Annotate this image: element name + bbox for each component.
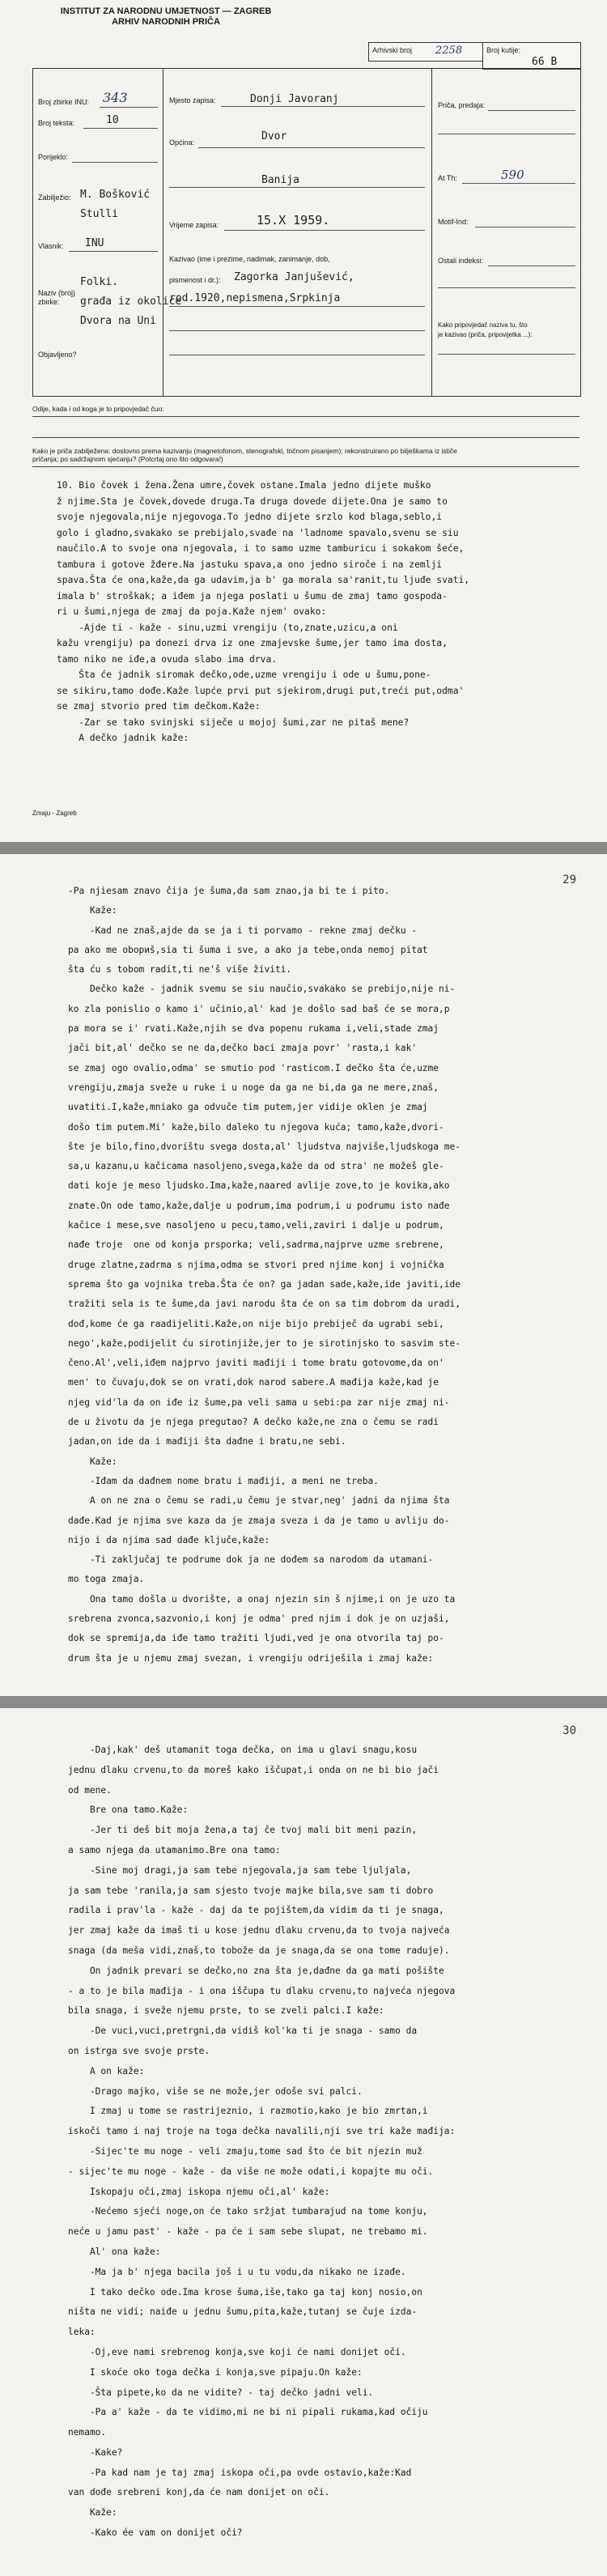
- place-label: Mjesto zapisa:: [169, 96, 216, 104]
- place-line: [221, 106, 425, 107]
- text-line: -Sine moj dragi,ja sam tebe njegovala,ja sam tebe ljuljala,: [68, 1864, 412, 1876]
- text-line: -Jer ti deš bit moja žena,a taj če tvoj mali bit meni pazin,: [68, 1825, 418, 1836]
- text-line: leka:: [68, 2327, 96, 2338]
- collection-number-line: [100, 107, 158, 108]
- text-line: se sikiru,tamo dođe.Kaže lupće prvi put sjekirom,drugi put,treći put,odma': [57, 685, 465, 696]
- text-line: dođ,kome će ga raadijeliti.Kaže,on nije bijo prebiječ da ugrabi sebi,: [68, 1318, 444, 1329]
- text-line: nijo i da njima sad dađe ključe,kaže:: [68, 1534, 270, 1545]
- text-line: spremа što ga vojnika treba.Šta će on? ga jadan sade,kaže,ide javiti,ide: [68, 1278, 461, 1290]
- text-line: -Zar se tako svinjski siječe u mojoj šumi,zar ne pitaš mene?: [57, 716, 410, 728]
- text-line: - sijec'te mu noge - kaže - da više ne može odati,i kopajte mu oči.: [68, 2166, 434, 2177]
- text-line: A on kaže:: [68, 2065, 145, 2077]
- text-line: čeno.Al',veli,iđem najprvo javiti mađiji i tome bratu gotovome,da on': [68, 1358, 444, 1369]
- collection-title-label: Naziv (broj) zbirke:: [38, 289, 76, 306]
- municipality-line: [198, 147, 425, 148]
- published-label: Objavljeno?: [38, 351, 77, 359]
- text-line: ri u šumi,njega de zmaj da poja.Kaže njem' ovako:: [57, 606, 327, 617]
- text-line: bila snaga, i sveže njemu prste, to se zveli palci.I kaže:: [68, 2005, 384, 2017]
- archive-number-label: Arhivski broj: [372, 46, 413, 54]
- text-line: jači bit,al' dečko se ne da,dečko baci zmaja povr' 'rasta,i kak': [68, 1043, 418, 1054]
- motif-index-label: Motif-Ind:: [438, 218, 469, 226]
- text-line: A dečko jadnik kaže:: [57, 733, 189, 743]
- archive-number-box: [368, 42, 483, 62]
- text-line: nemamo.: [68, 2427, 107, 2438]
- text-number-line: [83, 128, 158, 129]
- text-line: se zmaj stvorio pred tim dečkom.Kaže:: [57, 701, 261, 712]
- text-line: uvatiti.I,kaže,mniako ga odvuče tim putem,jer vidije oklen je zmaj: [68, 1102, 428, 1113]
- text-line: -Pa njiesam znavo čija je šuma,da sam znao,ja bi te i pito.: [68, 886, 390, 896]
- text-line: mo toga zmaja.: [68, 1574, 145, 1585]
- page-1: [0, 0, 607, 842]
- text-line: nego',kaže,podijelit ću sirotinjiže,jer to je sirotinjsko to sasvim ste-: [68, 1337, 461, 1349]
- narrator-label-1: Kazivao (ime i prezime, nadimak, zanimanje, dob,: [169, 255, 330, 263]
- box-number-box: [482, 42, 581, 70]
- text-line: njeg vid'la da on iđe iz šume,pa veli sama u sebi:pa zar nije zmaj ni-: [68, 1396, 450, 1408]
- text-line: - a to je bila mađija - i ona iščupa tu dlaku crvenu,to najveća njegova: [68, 1985, 456, 1996]
- text-line: ko zla ponislio o kamo i' učinio,al' kad je došlo sad baš će se mora,p: [68, 1003, 450, 1014]
- text-line: Iskopaju oči,zmaj iskopa njemu oči,al' kaže:: [68, 2186, 330, 2197]
- text-line: Al' ona kaže:: [68, 2246, 161, 2257]
- text-line: kačice i mese,sve nasoljeno u pecu,tamo,veli,zaviri i dalje u podrum,: [68, 1220, 444, 1231]
- text-line: šte je bilo,fino,dvorištu svega dosta,al' ljudstva najviše,ljudskoga me-: [68, 1141, 461, 1152]
- text-line: kažu vrengiju) pa donezi drva iz one zmajevske šume,jer tamo ima dosta,: [57, 638, 448, 648]
- region-line: [169, 187, 425, 188]
- text-line: pa morа se i' rvati.Kaže,njih se dva popenu rukama i,veli,stade zmaj: [68, 1023, 439, 1035]
- other-index-line-2: [438, 287, 575, 288]
- text-line: tamo niko ne iđe,a ovuda slabo ima drva.: [57, 653, 278, 665]
- text-line: Šta će jadnik siromak dečko,ode,uzme vrengiju i ode u šumu,pone-: [57, 670, 431, 680]
- text-line: a samo njega da utamanimo.Bre ona tamo:: [68, 1844, 281, 1855]
- text-line: Ona tamo došla u dvorište, a onaj njezin sin š njime,i on je uzo ta: [68, 1593, 456, 1605]
- owner-line: [69, 251, 158, 252]
- narrator-line-2: [169, 330, 425, 331]
- narrator-value-2: rod.1920,nepismena,Srpkinja: [169, 292, 341, 304]
- text-line: de u životu da je njega pregutao? A dečko kaže,ne zna o čemu se radi: [68, 1417, 439, 1428]
- story-type-label: Priča, predaja:: [438, 101, 486, 109]
- text-line: ja sam tebe 'ranila,ja sam sjesto tvoje majke bila,sve sam ti dobro: [68, 1885, 434, 1896]
- text-line: radila i prav'la - kaže - daj da te pojištem,da vidim da ti je snaga,: [68, 1905, 444, 1916]
- text-line: -De vuci,vuci,pretrgni,da vidiš kol'ka ti je snaga - samo da: [68, 2026, 418, 2037]
- text-line: -Šta pipete,ko da ne vidite? - taj dečko jadni veli.: [68, 2387, 374, 2398]
- text-line: dati koje je meso ljudsko.Ima,kaže,naared avlije zove,to je kovika,ako: [68, 1180, 450, 1192]
- region-value: Banija: [261, 174, 299, 186]
- narrator-term-line: [438, 354, 575, 355]
- at-index-label: At Th:: [438, 174, 457, 182]
- text-line: -Iđam da dađnem nome bratu i mađiji, a meni ne treba.: [68, 1475, 379, 1486]
- recording-method-note-2: pričanja; po sadržajnom sjećanju? (Potcrtaj ono što odgovara!): [32, 455, 223, 463]
- text-line: drum šta je u njemu zmaj svezan, i vrengiju odriješila i zmaj kaže:: [68, 1652, 434, 1664]
- text-line: golo i gladno,svakako se prebijalo,svađe na 'ladnome spavalo,svenu se siu: [57, 527, 459, 538]
- at-index-line: [462, 183, 575, 184]
- text-line: došo tim putem.Mi' kaže,bilo daleko tu njegova kuća; tamo,kaže,dvori-: [68, 1121, 444, 1133]
- text-line: ž njime.Sta je čovek,dovede druga.Ta druga dovede dijete.Ona je samo to: [57, 495, 448, 507]
- box-number-value: 66 B: [532, 56, 558, 68]
- text-line: van dođe srebreni konj,da će nam donijet on oči.: [68, 2487, 330, 2498]
- page-3: [0, 1708, 607, 2576]
- text-line: naučilo.A to svoje ona njegovala, i to samo uzme tamburicu i sokakom šeće,: [57, 543, 465, 554]
- text-line: srebrena zvonca,sazvonio,i konj je odma' pred njim i dok je on uzjaši,: [68, 1613, 450, 1624]
- text-line: ništa ne vidi; naiđe u jednu šumu,pita,kaže,tutanj se čuje izda-: [68, 2306, 418, 2318]
- narrator-term-note-2: je kazivao (priča, pripovijetka ...):: [438, 331, 533, 338]
- collection-title-value-1: Folki.: [80, 276, 118, 288]
- text-line: tražiti sela is te šume,da javi narodu šta će on sa tim dobrom da uradi,: [68, 1299, 461, 1310]
- owner-value: INU: [85, 237, 104, 249]
- recorder-label: Zabilježio:: [38, 193, 71, 202]
- text-line: -Pa kad nam je taj zmaj iskopa oči,pa ovde ostavio,kaže:Kad: [68, 2467, 412, 2478]
- page-2-text: [68, 882, 594, 1668]
- institute-heading: [45, 6, 287, 28]
- narrator-value-1: Zagorka Janjušević,: [234, 271, 354, 283]
- text-line: Bre ona tamo.Kaže:: [68, 1804, 189, 1816]
- text-line: -Kako ée vam on donijet oči?: [68, 2527, 243, 2539]
- text-line: on istrga sve svoje prste.: [68, 2045, 210, 2056]
- recorder-value-1: M. Bošković: [80, 189, 151, 201]
- text-line: -Drago majko, više se ne može,jer odoše svi palci.: [68, 2085, 363, 2097]
- text-line: -Pa a' kaže - da te vidimo,mi ne bi ni pipali rukama,kad očiju: [68, 2407, 428, 2418]
- text-line: neće u jamu past' - kaže - pa će i sam sebe slupat, ne trebamo mi.: [68, 2226, 428, 2238]
- text-line: -Oj,eve nami srebrenog konja,sve koji će nami donijet oči.: [68, 2346, 406, 2357]
- text-line: tambura i gotove žđere.Na jastuku spava,a ono jedno siroče i na zemlji: [57, 559, 443, 570]
- other-index-label: Ostali indeksi:: [438, 257, 484, 265]
- text-line: znate.On ode tamo,kaže,dalje u podrum,ima podrum,i u podrumu isto nađe: [68, 1200, 450, 1211]
- heard-from-line-2: [32, 437, 579, 438]
- origin-line: [72, 162, 158, 163]
- footnote-divider: [32, 466, 579, 467]
- text-line: iskoči tamo i naj troje na toga dečka navalili,nji sve tri kaže mađija:: [68, 2126, 456, 2137]
- text-line: pa ako me obориš,sia ti šuma i sve, a ako ja tebe,onda nemoj pitat: [68, 944, 428, 955]
- owner-label: Vlasnik:: [38, 242, 64, 250]
- text-line: 10. Bio čovek i žena.Žena umre,čovek ostane.Imala jedno dijete muško: [57, 480, 431, 491]
- text-line: svoje njegovala,nije njegovoga.To jedno dijete srzlo kod blaga,seblo,i: [57, 512, 443, 522]
- text-line: A on ne zna o čemu se radi,u čemu je stvar,neg' jadni da njima šta: [68, 1495, 450, 1507]
- collection-number-value: 343: [103, 90, 128, 105]
- text-line: spava.Šta će ona,kaže,da ga udavim,ja b' ga morala sa'ranit,tu ljuđe svati,: [57, 575, 470, 585]
- catalog-form: [32, 68, 581, 397]
- municipality-value: Dvor: [261, 130, 287, 142]
- narrator-line-1: [169, 306, 425, 307]
- story-type-line: [488, 110, 575, 111]
- collection-title-value-3: Dvora na Uni: [80, 315, 156, 327]
- origin-label: Porijeklo:: [38, 153, 69, 161]
- text-line: jednu dlaku crvenu,to da moreš kako iščupat,i onda on ne bi bio jači: [68, 1764, 439, 1775]
- text-line: jer zmaj kaže da imaš ti u kose jednu dlaku crvenu,da to tvoja najveća: [68, 1925, 450, 1936]
- text-line: druge zlatne,zadrma s njima,odma se stvori pred njime konj i vojnička: [68, 1259, 444, 1270]
- text-line: dađe.Kad je njima sve kaza da je zmaja sveza i da je tamo u avliju do-: [68, 1515, 450, 1526]
- text-line: -Ma ja b' njega bacila još i u tu vodu,da nikako ne izađe.: [68, 2266, 406, 2277]
- box-number-label: Broj kutije:: [486, 46, 521, 54]
- place-value: Donji Javoranj: [250, 93, 339, 105]
- institute-name: INSTITUT ZA NARODNU UMJETNOST — ZAGREB: [60, 6, 272, 16]
- text-line: I zmaj u tome se rastrijeznio, i razmotio,kako je bio zmrtan,i: [68, 2106, 428, 2117]
- page-1-text: [57, 478, 583, 746]
- text-line: vrengiju,zmaja sveže u ruke i u noge da ga ne bi,da ga ne mere,znaš,: [68, 1082, 439, 1093]
- form-divider-2: [431, 69, 432, 396]
- date-value: 15.X 1959.: [257, 213, 330, 227]
- text-line: -Kake?: [68, 2446, 123, 2458]
- text-line: sa,u kazanu,u kačicama nasoljeno,svega,kaže da od stra' ne možeš gle-: [68, 1161, 444, 1172]
- recording-method-note-1: Kako je priča zabilježena: doslovno prema kazivanju (magnetofonom, stenografski, točnom pisanjem); rekonstruirano po bilješkama iz ističe: [32, 447, 457, 455]
- text-line: Kaže:: [68, 905, 117, 916]
- page-2: [0, 854, 607, 1696]
- archive-number-value: 2258: [435, 45, 463, 57]
- archive-name: ARHIV NARODNIH PRIČA: [112, 17, 220, 27]
- text-line: snaga (da meša vidi,znaš,to tobože da je snaga,da se ona tome raduje).: [68, 1945, 450, 1956]
- text-line: jadan,on ide da i mađiji šta dađne i bratu,ne sebi.: [68, 1436, 346, 1447]
- municipality-label: Općina:: [169, 138, 195, 147]
- recorder-value-2: Stulli: [80, 208, 118, 220]
- printer-stamp: Zmaju - Zagreb: [32, 810, 77, 817]
- at-index-value: 590: [501, 168, 524, 182]
- date-label: Vrijeme zapisa:: [169, 221, 219, 229]
- text-line: On jadnik prevari se dečko,no zna šta je,dađne da ga mati pošište: [68, 1965, 444, 1976]
- text-line: men' to čuvaju,dok se on vrati,dok narod sabere.A mađija kaže,kad je: [68, 1377, 439, 1388]
- text-line: I tako dečko ode.Ima krose šuma,iše,tako ga taj konj nosio,on: [68, 2286, 422, 2298]
- text-number-label: Broj teksta:: [38, 119, 75, 127]
- text-number-value: 10: [106, 114, 119, 126]
- text-line: I skoće oko toga dečka i konja,sve pipaju.On kaže:: [68, 2366, 363, 2378]
- text-line: Kaže:: [68, 2507, 117, 2519]
- text-line: -Nećemo sjeći noge,on će tako sržjat tumbarajud na tome konju,: [68, 2206, 428, 2217]
- narrator-label-2: pismenost i dr.):: [169, 276, 221, 284]
- text-line: Kaže:: [68, 1456, 117, 1467]
- text-line: -Daj,kak' deš utamanit toga dečka, on ima u glavi snagu,kosu: [68, 1745, 418, 1755]
- text-line: nađe troje one od konja prsporka; veli,sadrma,najprve uzme srebrene,: [68, 1239, 444, 1251]
- text-line: dok se spremija,da iđe tamo tražiti ljudi,ved je ona otvorila taj po-: [68, 1633, 444, 1644]
- text-line: šta ću s tobom radit,ti ne'š više živiti.: [68, 964, 292, 976]
- narrator-term-note-1: Kako pripovjedač naziva tu, što: [438, 321, 528, 329]
- text-line: Dečko kaže - jadnik svemu se siu naučio,svakako se prebijo,nije ni-: [68, 984, 456, 995]
- page-3-number: 30: [562, 1724, 576, 1737]
- collection-title-value-2: građa iz okolice: [80, 295, 182, 308]
- heard-from-line: [32, 416, 579, 417]
- heard-from-label: Odije, kada i od koga je to pripovjedač čuo:: [32, 405, 164, 413]
- date-line: [224, 230, 425, 231]
- page-2-number: 29: [562, 874, 576, 886]
- page-3-text: [68, 1741, 594, 2544]
- text-line: imala b' stroškak; a iđem ja njega poslati u šumu de zmaj tamo gospoda-: [57, 590, 448, 601]
- collection-number-label: Broj zbirke INU:: [38, 98, 90, 106]
- text-line: -Ajde ti - kaže - sinu,uzmi vrengiju (to,znate,uzicu,a oni: [57, 622, 398, 633]
- text-line: od mene.: [68, 1784, 112, 1796]
- text-line: se zmaj ogo ovalio,odma' se smutio pod 'rasticom.I dečko šta će,uzme: [68, 1062, 439, 1073]
- text-line: -Kad ne znaš,ajde da se ja i ti porvamo - rekne zmaj dečku -: [68, 925, 418, 936]
- text-line: -Sijec'te mu noge - veli zmaju,tome sad što će bit njezin muž: [68, 2145, 422, 2157]
- text-line: -Ti zaključaj te podrume dok ja ne dođem sa narodom da utamani-: [68, 1554, 434, 1566]
